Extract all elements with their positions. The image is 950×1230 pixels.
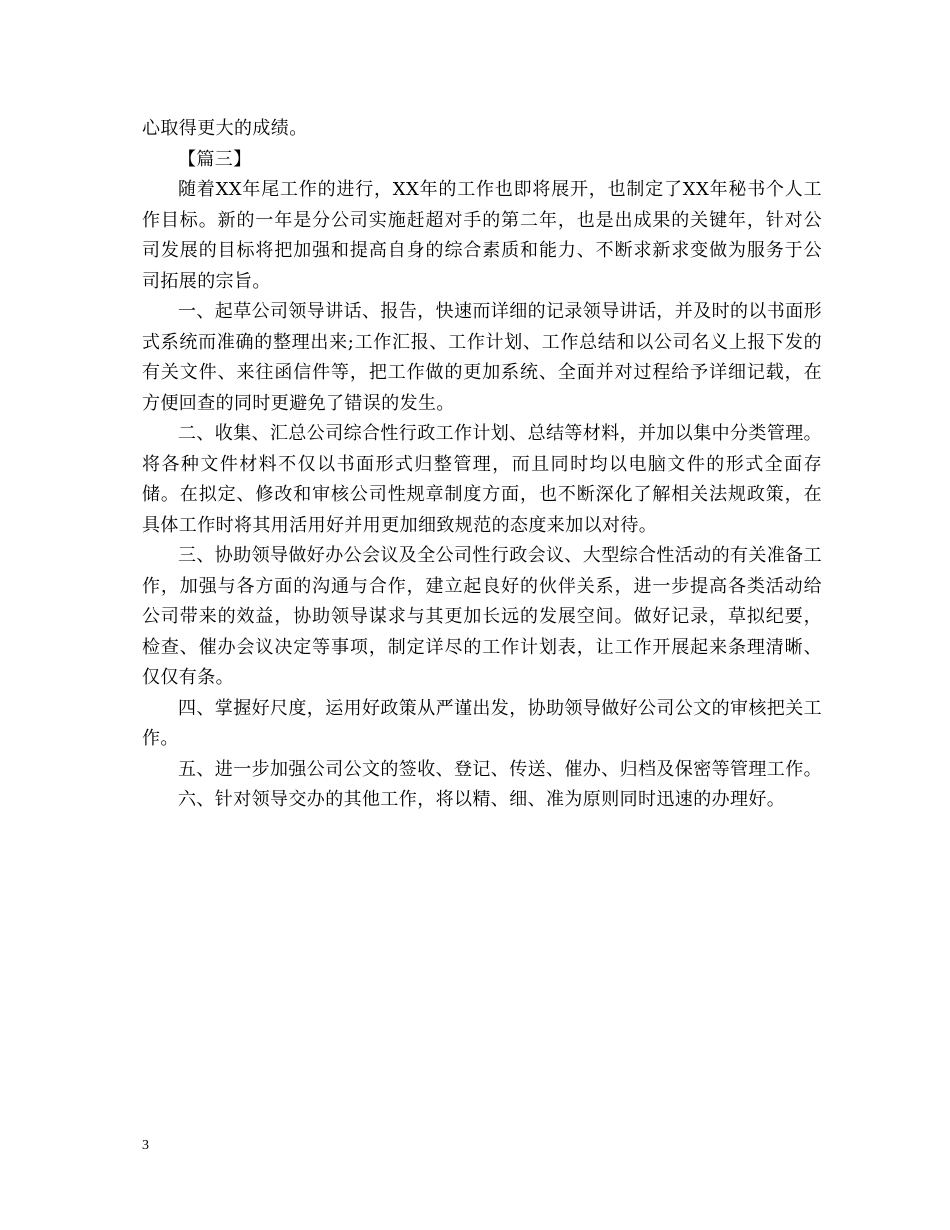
paragraph-item-5: 五、进一步加强公司公文的签收、登记、传送、催办、归档及保密等管理工作。 [178,758,822,780]
document-body [142,114,822,816]
paragraph-intro: 随着XX年尾工作的进行，XX年的工作也即将展开，也制定了XX年秘书个人工作目标。新的一年是分公司实施赶超对手的第二年，也是出成果的关键年，针对公司发展的目标将把加强和提高自身的综合素质和能力、不断求新求变做为服务于公司拓展的宗旨。 [142,179,822,292]
paragraph-item-6: 六、针对领导交办的其他工作，将以精、细、准为原则同时迅速的办理好。 [178,789,786,810]
paragraph-item-3: 三、协助领导做好办公会议及全公司性行政会议、大型综合性活动的有关准备工作，加强与各方面的沟通与合作，建立起良好的伙伴关系，进一步提高各类活动给公司带来的效益，协助领导谋求与其更加长远的发展空间。做好记录，草拟纪要，检查、催办会议决定等事项，制定详尽的工作计划表，让工作开展起来条理清晰、仅仅有条。 [142,545,822,688]
section-heading: 【篇三】 [178,148,252,170]
paragraph-continuation: 心取得更大的成绩。 [142,118,308,139]
paragraph-item-4: 四、掌握好尺度，运用好政策从严谨出发，协助领导做好公司公文的审核把关工作。 [142,697,822,749]
paragraph-item-1: 一、起草公司领导讲话、报告，快速而详细的记录领导讲话，并及时的以书面形式系统而准确的整理出来;工作汇报、工作计划、工作总结和以公司名义上报下发的有关文件、来往函信件等，把工作做的更加系统、全面并对过程给予详细记载，在方便回查的同时更避免了错误的发生。 [142,301,822,414]
paragraph-item-2: 二、收集、汇总公司综合性行政工作计划、总结等材料，并加以集中分类管理。将各种文件材料不仅以书面形式归整管理，而且同时均以电脑文件的形式全面存储。在拟定、修改和审核公司性规章制度方面，也不断深化了解相关法规政策，在具体工作时将其用活用好并用更加细致规范的态度来加以对待。 [142,423,822,536]
page-number: 3 [142,1138,149,1153]
